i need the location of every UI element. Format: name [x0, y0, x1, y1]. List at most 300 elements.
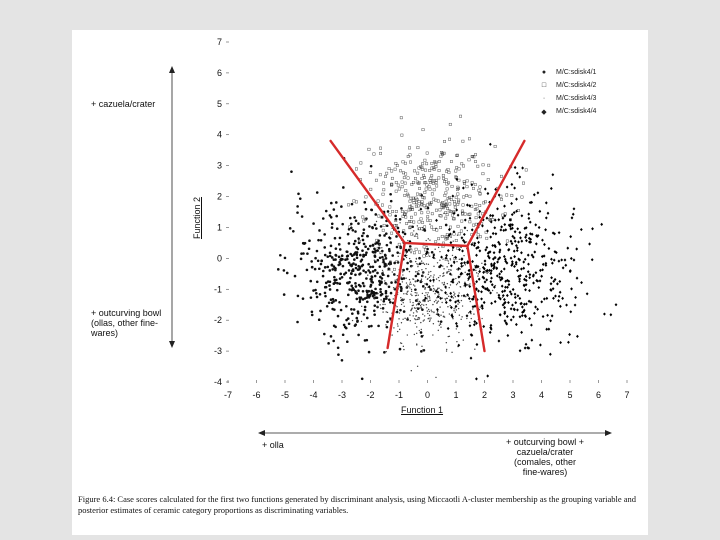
data-point [388, 298, 391, 301]
data-point [369, 285, 372, 288]
data-point [520, 267, 523, 270]
data-point [463, 261, 466, 264]
data-point [533, 250, 536, 253]
data-point [435, 209, 437, 211]
territory-boundary-line [405, 243, 468, 246]
data-point [447, 249, 450, 252]
data-point [442, 174, 444, 176]
data-point [418, 317, 419, 318]
data-point [459, 282, 460, 283]
data-point [564, 264, 567, 267]
data-point [457, 275, 460, 278]
data-point [382, 182, 384, 184]
data-point [514, 230, 517, 233]
data-point [514, 296, 517, 299]
data-point [377, 306, 378, 307]
data-point [360, 260, 363, 263]
data-point [420, 280, 421, 281]
data-point [401, 322, 402, 323]
y-tick-label: -4 [213, 377, 222, 387]
data-point [462, 140, 464, 142]
data-point [404, 233, 407, 236]
data-point [332, 340, 335, 343]
data-point [382, 262, 383, 263]
data-point [395, 181, 397, 183]
data-point [426, 263, 427, 264]
data-point [486, 229, 489, 232]
data-point [566, 246, 569, 249]
data-point [349, 217, 352, 220]
data-point [455, 312, 456, 313]
data-point [411, 308, 412, 309]
data-point [362, 232, 365, 235]
data-point [406, 252, 407, 253]
data-point [439, 209, 441, 211]
data-point [379, 282, 382, 285]
data-point [516, 308, 519, 311]
data-point [406, 262, 409, 265]
data-point [550, 187, 553, 190]
data-point [355, 201, 357, 203]
data-point [279, 254, 282, 257]
data-point [455, 296, 456, 297]
data-point [401, 181, 403, 183]
x-tick-label: -6 [252, 390, 261, 400]
data-point [369, 278, 372, 281]
data-point [452, 250, 453, 251]
data-point [615, 303, 618, 306]
data-point [341, 223, 344, 226]
data-point [422, 349, 423, 350]
data-point [609, 313, 612, 316]
data-point [337, 315, 340, 318]
arrow-head-down-icon [169, 341, 175, 348]
data-point [502, 217, 505, 220]
data-point [373, 247, 376, 250]
data-point [471, 228, 474, 231]
data-point [530, 323, 533, 326]
data-point [410, 281, 411, 282]
data-point [412, 305, 413, 306]
data-point [469, 322, 470, 323]
data-point [437, 301, 438, 302]
data-point [356, 256, 359, 259]
data-point [476, 272, 477, 273]
data-point [322, 275, 325, 278]
data-point [505, 243, 508, 246]
data-point [435, 219, 438, 222]
data-point [513, 211, 516, 214]
data-point [378, 265, 381, 268]
data-point [559, 291, 562, 294]
data-point [453, 292, 454, 293]
data-point [365, 290, 368, 293]
data-point [484, 280, 487, 283]
data-point [410, 216, 412, 218]
data-point [572, 213, 575, 216]
data-point [401, 186, 403, 188]
data-point [377, 293, 378, 294]
data-point [331, 226, 334, 229]
data-point [354, 252, 357, 255]
y-tick-label: 1 [216, 222, 222, 233]
data-point [399, 312, 400, 313]
data-point [379, 244, 380, 245]
data-point [450, 270, 451, 271]
data-point [519, 236, 522, 239]
data-point [551, 261, 554, 264]
data-point [375, 227, 378, 230]
data-point [379, 174, 381, 176]
data-point [420, 305, 421, 306]
data-point [456, 269, 457, 270]
data-point [379, 152, 381, 154]
x-tick-label: 5 [567, 390, 573, 400]
data-point [520, 240, 523, 243]
data-point [450, 284, 451, 285]
data-point [335, 279, 338, 282]
data-point [394, 168, 396, 170]
data-point [302, 297, 305, 300]
data-point [399, 253, 400, 254]
data-point [380, 308, 381, 309]
data-point [409, 226, 411, 228]
data-point [409, 200, 411, 202]
data-point [448, 171, 450, 173]
data-point [434, 249, 435, 250]
data-point [308, 239, 311, 242]
data-point [462, 186, 465, 189]
data-point [478, 249, 481, 252]
data-point [409, 299, 410, 300]
data-point [343, 273, 346, 276]
data-point [359, 298, 362, 301]
data-point [385, 172, 387, 174]
data-point [407, 155, 409, 157]
data-point [438, 288, 439, 289]
data-point [556, 282, 559, 285]
data-point [543, 243, 546, 246]
data-point [318, 267, 321, 270]
data-point [539, 343, 542, 346]
data-point [440, 320, 443, 323]
data-point [328, 284, 331, 287]
data-point [518, 175, 521, 178]
data-point [390, 243, 391, 244]
data-point [423, 255, 425, 257]
x-tick-label: -7 [223, 390, 233, 400]
data-point [283, 293, 286, 296]
data-point [300, 258, 303, 261]
data-point [430, 317, 431, 318]
data-point [437, 289, 438, 290]
data-point [318, 229, 321, 232]
data-point [410, 310, 411, 311]
data-point [484, 263, 487, 266]
data-point [435, 185, 437, 187]
data-point [345, 305, 348, 308]
data-point [463, 233, 466, 236]
data-point [496, 207, 499, 210]
data-point [429, 224, 430, 225]
data-point [414, 318, 415, 319]
data-point [320, 260, 323, 263]
data-point [400, 300, 401, 301]
data-point [447, 283, 448, 284]
data-point [448, 260, 449, 261]
data-point [382, 229, 384, 231]
data-point [600, 223, 603, 226]
data-point [432, 334, 433, 335]
data-point [510, 256, 513, 259]
data-point [334, 299, 337, 302]
data-point [403, 349, 404, 350]
data-point [486, 374, 489, 377]
data-point [453, 260, 456, 263]
data-point [518, 231, 521, 234]
data-point [422, 285, 425, 288]
data-point [545, 328, 548, 331]
data-point [426, 219, 428, 221]
data-point [297, 295, 300, 298]
data-point [331, 268, 334, 271]
data-point [432, 253, 435, 256]
data-point [397, 184, 399, 186]
data-point [380, 299, 381, 300]
data-point [395, 235, 398, 238]
data-point [338, 301, 341, 304]
data-point [323, 233, 326, 236]
data-point [436, 308, 439, 311]
data-point [348, 228, 351, 231]
data-point [355, 219, 358, 222]
data-point [415, 271, 416, 272]
data-point [466, 273, 469, 276]
data-point [379, 147, 381, 149]
data-point [399, 247, 400, 248]
data-point [436, 297, 437, 298]
data-point [603, 312, 606, 315]
data-point [446, 349, 447, 350]
data-point [437, 288, 438, 289]
data-point [429, 290, 430, 291]
data-point [326, 255, 329, 258]
data-point [476, 236, 479, 239]
data-point [325, 210, 328, 213]
data-point [329, 288, 332, 291]
data-point [451, 214, 453, 216]
data-point [351, 312, 354, 315]
data-point [461, 316, 462, 317]
data-point [306, 252, 309, 255]
data-point [404, 182, 406, 184]
data-point [410, 204, 411, 205]
data-point [354, 230, 357, 233]
data-point [399, 348, 402, 351]
data-point [431, 213, 433, 215]
data-point [362, 269, 365, 272]
data-point [411, 370, 412, 371]
data-point [434, 293, 435, 294]
left-group-label: + olla [262, 440, 284, 450]
data-point [520, 251, 523, 254]
data-point [449, 123, 451, 125]
data-point [413, 252, 415, 254]
data-point [378, 215, 380, 217]
data-point [389, 264, 390, 265]
data-point [386, 311, 387, 312]
data-point [506, 315, 509, 318]
data-point [418, 187, 420, 189]
data-point [316, 296, 319, 299]
data-point [452, 255, 453, 256]
data-point [355, 317, 358, 320]
data-point [364, 309, 367, 312]
data-point [445, 254, 448, 257]
data-point [367, 269, 370, 272]
data-point [551, 314, 554, 317]
data-point [491, 214, 494, 217]
data-point [380, 253, 381, 254]
data-point [432, 278, 435, 281]
data-point [426, 246, 427, 247]
data-point [543, 297, 546, 300]
data-point [533, 193, 536, 196]
small-dot-icon: · [542, 95, 546, 102]
data-point [429, 319, 430, 320]
data-point [525, 239, 528, 242]
data-point [354, 273, 357, 276]
data-point [450, 264, 453, 267]
arrow-head-left-icon [258, 430, 265, 436]
data-point [489, 235, 492, 238]
data-point [382, 258, 385, 261]
data-point [451, 194, 454, 197]
data-point [333, 282, 336, 285]
data-point [427, 294, 428, 295]
data-point [374, 213, 377, 216]
data-point [496, 292, 497, 293]
data-point [323, 246, 326, 249]
data-point [410, 284, 411, 285]
data-point [386, 244, 389, 247]
data-point [411, 295, 412, 296]
data-point [455, 278, 456, 279]
data-point [334, 267, 337, 270]
data-point [391, 177, 393, 179]
data-point [575, 247, 578, 250]
data-point [372, 265, 375, 268]
data-point [542, 263, 545, 266]
data-point [417, 225, 418, 226]
data-point [498, 272, 501, 275]
data-point [416, 333, 417, 334]
data-point [416, 233, 417, 234]
data-point [353, 243, 356, 246]
data-point [449, 299, 452, 302]
data-point [329, 252, 332, 255]
data-point [392, 271, 393, 272]
data-point [379, 288, 382, 291]
data-point [458, 308, 459, 309]
data-point [428, 169, 430, 171]
data-point [465, 194, 467, 196]
data-point [365, 277, 368, 280]
data-point [398, 256, 399, 257]
data-point [450, 259, 451, 260]
data-point [381, 277, 384, 280]
data-point [456, 328, 457, 329]
data-point [464, 226, 467, 229]
data-point [316, 280, 319, 283]
data-point [501, 285, 504, 288]
data-point [455, 166, 457, 168]
data-point [478, 189, 480, 191]
data-point [527, 254, 530, 257]
data-point [494, 232, 497, 235]
data-point [336, 282, 339, 285]
data-point [355, 285, 358, 288]
data-point [433, 189, 435, 191]
data-point [379, 257, 382, 260]
data-point [527, 270, 530, 273]
data-point [417, 237, 418, 238]
data-point [424, 295, 425, 296]
data-point [364, 306, 367, 309]
data-point [376, 221, 377, 222]
data-point [436, 278, 437, 279]
data-point [467, 284, 468, 285]
data-point [511, 194, 513, 196]
data-point [525, 169, 527, 171]
data-point [384, 280, 385, 281]
data-point [354, 240, 357, 243]
data-point [506, 185, 509, 188]
data-point [503, 298, 506, 301]
data-point [335, 254, 338, 257]
data-point [331, 222, 334, 225]
data-point [489, 291, 492, 294]
data-point [415, 197, 417, 199]
data-point [415, 261, 416, 262]
data-point [429, 239, 430, 240]
data-point [580, 228, 583, 231]
data-point [528, 276, 531, 279]
data-point [417, 366, 418, 367]
data-point [455, 170, 457, 172]
data-point [436, 229, 438, 231]
data-point [439, 280, 440, 281]
data-point [468, 138, 470, 140]
data-point [521, 166, 524, 169]
data-point [416, 271, 417, 272]
data-point [412, 302, 413, 303]
data-point [387, 275, 390, 278]
data-point [457, 303, 458, 304]
data-point [310, 296, 313, 299]
data-point [325, 282, 328, 285]
data-point [390, 292, 393, 295]
data-point [407, 284, 408, 285]
data-point [482, 172, 484, 174]
data-point [361, 377, 364, 380]
x-tick-label: -1 [394, 390, 404, 400]
data-point [405, 216, 407, 218]
data-point [448, 138, 450, 140]
legend [538, 66, 628, 118]
data-point [426, 215, 428, 217]
data-point [415, 319, 416, 320]
